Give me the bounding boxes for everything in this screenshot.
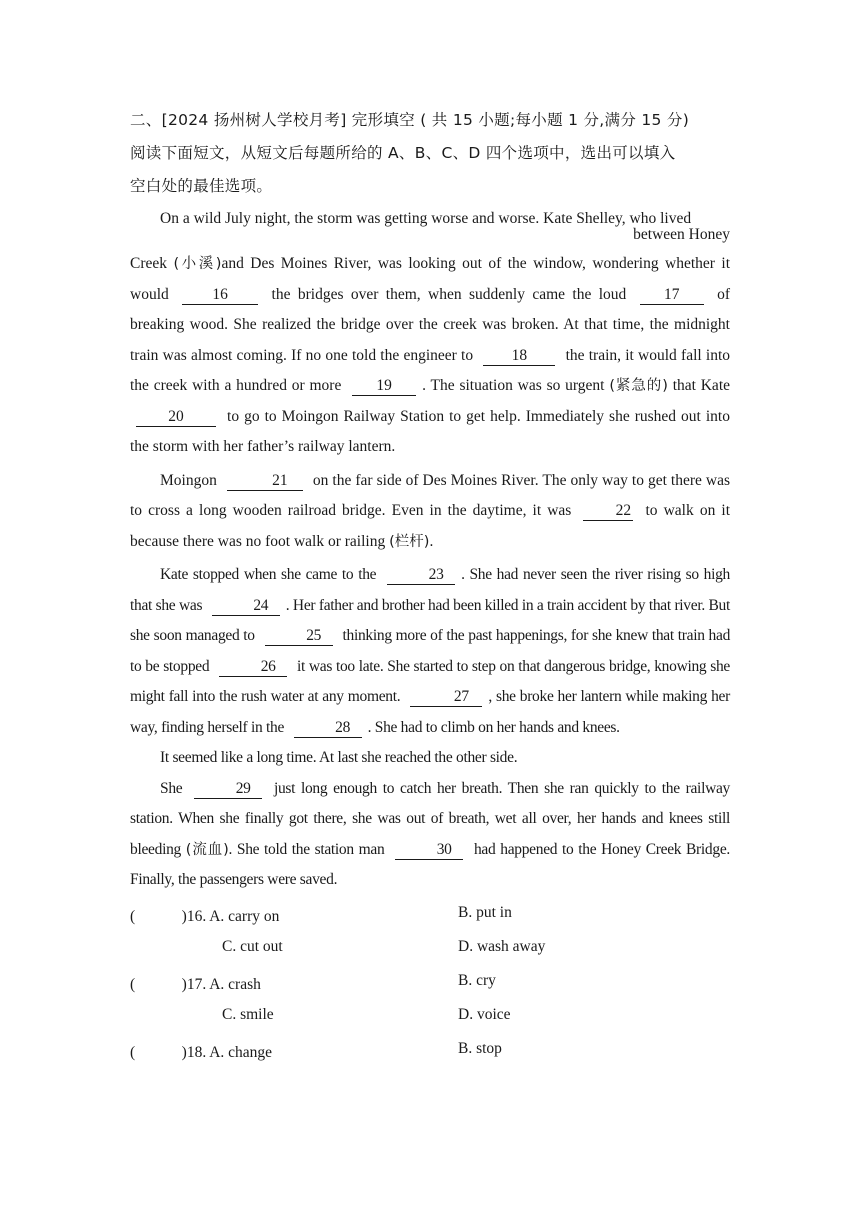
paragraph-1	[130, 211, 730, 227]
question-18-a[interactable]: ( )18. A. change	[130, 1043, 273, 1061]
question-16-a[interactable]: ( )16. A. carry on	[130, 907, 280, 925]
question-16-c[interactable]: C. cut out	[222, 937, 283, 955]
text: it was too late. She started to step on that dangerous bridge, knowing she might fall into the rush water at any moment.	[130, 657, 730, 705]
gloss: (紧急的)	[609, 378, 668, 394]
blank-16[interactable]: 16	[182, 286, 258, 305]
text: She	[160, 779, 183, 797]
text: Moingon	[160, 471, 217, 489]
question-18	[130, 1034, 730, 1068]
text: of breaking wood. She realized the bridge over the creek was broken. At that time, the midnight train was almost coming. If no one told the engineer to	[130, 285, 731, 364]
text: thinking more of the past happenings, for she knew that train had to be stopped	[130, 627, 731, 675]
blank-19[interactable]: 19	[352, 377, 416, 396]
paragraph-5	[130, 774, 730, 896]
text: had happened to the Honey Creek Bridge. Finally, the passengers were saved.	[130, 840, 730, 888]
text: .	[429, 532, 434, 550]
text: that Kate	[672, 377, 730, 394]
blank-22[interactable]: 22	[583, 502, 633, 521]
text: . She had to climb on her hands and knees.	[367, 718, 620, 736]
paragraph-3	[130, 560, 730, 743]
text: . She told the station man	[228, 840, 385, 858]
worksheet-page	[130, 104, 730, 1068]
question-list	[130, 898, 730, 1068]
text: between Honey	[633, 226, 730, 243]
question-17-d[interactable]: D. voice	[458, 1005, 511, 1023]
text: to walk on it because there was no foot walk or railing	[130, 502, 731, 550]
blank-23[interactable]: 23	[387, 566, 455, 585]
text: on the far side of Des Moines River. The only way to get there was to cross a long wooden railroad bridge. Even in the daytime, it was	[130, 471, 731, 519]
gloss: (小溪)	[173, 256, 222, 272]
text: just long enough to catch her breath. Then she ran quickly to the railway station. When she finally got there, she was out of breath, wet all over, her hands and knees still bleeding	[130, 779, 730, 858]
paragraph-1-body	[130, 249, 730, 463]
text: Kate stopped when she came to the	[160, 566, 377, 583]
question-16-d[interactable]: D. wash away	[458, 937, 546, 955]
blank-21[interactable]: 21	[227, 472, 303, 491]
header-line-1: 二、[2024 扬州树人学校月考] 完形填空 ( 共 15 小题;每小题 1 分,满分 15 分)	[130, 111, 690, 129]
text: . The situation was so urgent	[422, 377, 605, 394]
text: and Des Moines River, was looking out of the window, wondering whether it would	[130, 255, 731, 303]
blank-27[interactable]: 27	[410, 688, 482, 707]
blank-26[interactable]: 26	[219, 658, 287, 677]
header-line-3: 空白处的最佳选项。	[130, 177, 273, 195]
question-16-row2	[130, 932, 730, 966]
blank-29[interactable]: 29	[194, 780, 262, 799]
gloss: (流血)	[185, 841, 229, 858]
passage	[130, 211, 730, 896]
blank-18[interactable]: 18	[483, 347, 555, 366]
text: the bridges over them, when suddenly came the loud	[271, 285, 627, 303]
blank-25[interactable]: 25	[265, 627, 333, 646]
blank-24[interactable]: 24	[212, 597, 280, 616]
section-header	[130, 104, 730, 203]
text: On a wild July night, the storm was getting worse and worse. Kate Shelley, who lived	[160, 210, 692, 227]
paragraph-4: It seemed like a long time. At last she reached the other side.	[160, 749, 518, 766]
question-17	[130, 966, 730, 1000]
question-17-b[interactable]: B. cry	[458, 971, 496, 989]
question-16-b[interactable]: B. put in	[458, 903, 512, 921]
text: . She had never seen the river rising so high that she was	[130, 566, 730, 614]
text: the train, it would fall into the creek with a hundred or more	[130, 346, 731, 394]
blank-17[interactable]: 17	[640, 286, 704, 305]
blank-30[interactable]: 30	[395, 841, 463, 860]
text: , she broke her lantern while making her way, finding herself in the	[130, 688, 731, 736]
blank-28[interactable]: 28	[294, 719, 362, 738]
text: to go to Moingon Railway Station to get help. Immediately she rushed out into the storm with her father’s railway lantern.	[130, 407, 730, 455]
blank-20[interactable]: 20	[136, 408, 216, 427]
question-16	[130, 898, 730, 932]
paragraph-2	[130, 466, 730, 558]
question-17-c[interactable]: C. smile	[222, 1005, 274, 1023]
question-18-b[interactable]: B. stop	[458, 1039, 502, 1057]
gloss: (栏杆)	[389, 533, 430, 550]
text: Creek	[130, 255, 168, 272]
header-line-2: 阅读下面短文，从短文后每题所给的 A、B、C、D 四个选项中，选出可以填入	[130, 144, 676, 162]
text: . Her father and brother had been killed in a train accident by that river. But she soon managed to	[130, 596, 730, 644]
question-17-row2	[130, 1000, 730, 1034]
question-17-a[interactable]: ( )17. A. crash	[130, 975, 261, 993]
